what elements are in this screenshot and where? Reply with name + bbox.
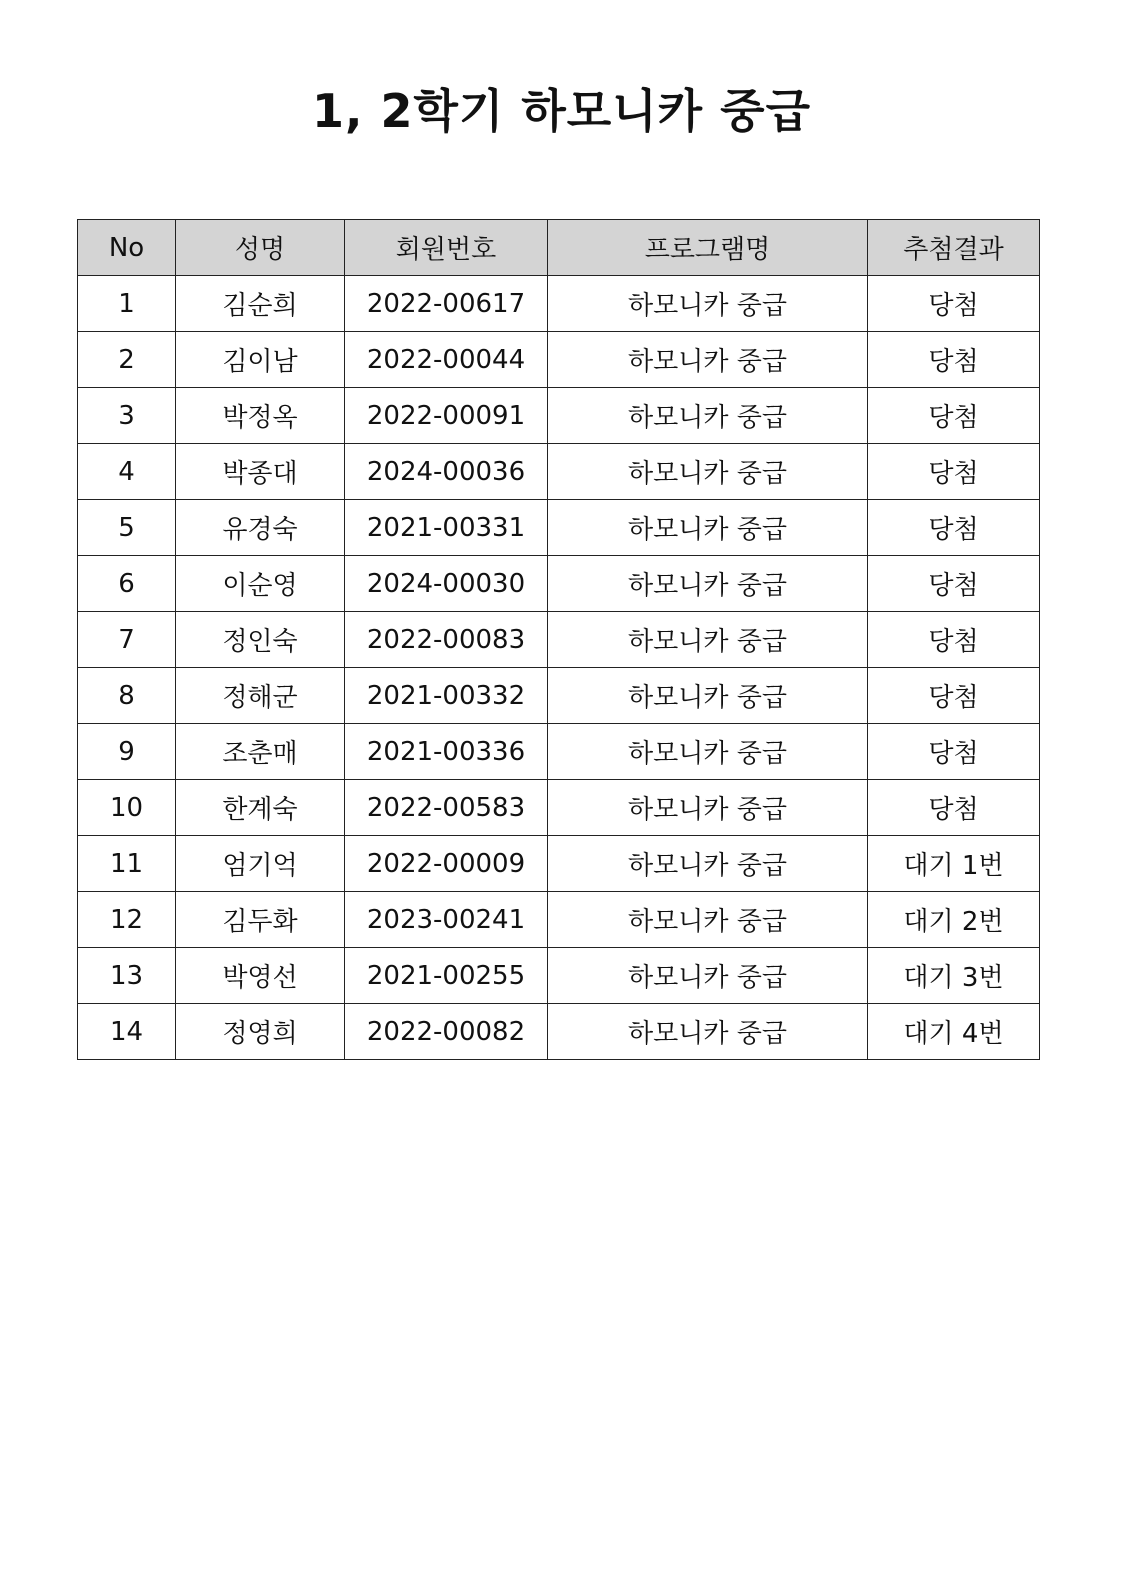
cell-no: 14: [78, 1004, 176, 1060]
table-body: [78, 276, 1040, 1060]
cell-no: 4: [78, 444, 176, 500]
cell-no: 7: [78, 612, 176, 668]
cell-program-name: 하모니카 중급: [548, 556, 868, 612]
cell-program-name: 하모니카 중급: [548, 892, 868, 948]
cell-name: 이순영: [176, 556, 345, 612]
page-title: 1, 2학기 하모니카 중급: [311, 84, 812, 138]
header-name: 성명: [176, 220, 345, 276]
table-row: [78, 444, 1040, 500]
cell-name: 조춘매: [176, 724, 345, 780]
cell-name: 김순희: [176, 276, 345, 332]
cell-lottery-result: 당첨: [868, 500, 1040, 556]
cell-program-name: 하모니카 중급: [548, 780, 868, 836]
lottery-result-table: [77, 219, 1040, 1060]
table-row: [78, 724, 1040, 780]
cell-no: 6: [78, 556, 176, 612]
cell-lottery-result: 당첨: [868, 444, 1040, 500]
cell-lottery-result: 당첨: [868, 332, 1040, 388]
cell-program-name: 하모니카 중급: [548, 444, 868, 500]
table-header: [78, 220, 1040, 276]
table-row: [78, 332, 1040, 388]
table-row: [78, 276, 1040, 332]
cell-no: 1: [78, 276, 176, 332]
cell-member-number: 2022-00083: [345, 612, 548, 668]
cell-member-number: 2021-00255: [345, 948, 548, 1004]
header-member-number: 회원번호: [345, 220, 548, 276]
table-row: [78, 780, 1040, 836]
cell-lottery-result: 대기 2번: [868, 892, 1040, 948]
cell-program-name: 하모니카 중급: [548, 332, 868, 388]
cell-member-number: 2021-00331: [345, 500, 548, 556]
cell-no: 5: [78, 500, 176, 556]
header-lottery-result: 추첨결과: [868, 220, 1040, 276]
cell-no: 11: [78, 836, 176, 892]
cell-program-name: 하모니카 중급: [548, 1004, 868, 1060]
cell-lottery-result: 당첨: [868, 724, 1040, 780]
cell-no: 12: [78, 892, 176, 948]
cell-name: 박영선: [176, 948, 345, 1004]
header-row: [78, 220, 1040, 276]
cell-lottery-result: 당첨: [868, 612, 1040, 668]
cell-program-name: 하모니카 중급: [548, 388, 868, 444]
cell-lottery-result: 당첨: [868, 556, 1040, 612]
cell-member-number: 2022-00044: [345, 332, 548, 388]
table-row: [78, 556, 1040, 612]
cell-name: 정인숙: [176, 612, 345, 668]
cell-member-number: 2022-00009: [345, 836, 548, 892]
cell-member-number: 2024-00030: [345, 556, 548, 612]
cell-no: 9: [78, 724, 176, 780]
cell-no: 13: [78, 948, 176, 1004]
cell-lottery-result: 대기 4번: [868, 1004, 1040, 1060]
header-program-name: 프로그램명: [548, 220, 868, 276]
table-row: [78, 612, 1040, 668]
cell-no: 8: [78, 668, 176, 724]
cell-member-number: 2024-00036: [345, 444, 548, 500]
cell-name: 엄기억: [176, 836, 345, 892]
cell-member-number: 2022-00091: [345, 388, 548, 444]
table-row: [78, 500, 1040, 556]
cell-name: 정해군: [176, 668, 345, 724]
cell-name: 유경숙: [176, 500, 345, 556]
table-row: [78, 836, 1040, 892]
cell-name: 김이남: [176, 332, 345, 388]
cell-lottery-result: 대기 3번: [868, 948, 1040, 1004]
cell-lottery-result: 당첨: [868, 668, 1040, 724]
cell-name: 박정옥: [176, 388, 345, 444]
cell-name: 김두화: [176, 892, 345, 948]
cell-member-number: 2022-00082: [345, 1004, 548, 1060]
cell-name: 정영희: [176, 1004, 345, 1060]
cell-program-name: 하모니카 중급: [548, 724, 868, 780]
table-row: [78, 948, 1040, 1004]
cell-member-number: 2022-00617: [345, 276, 548, 332]
cell-no: 3: [78, 388, 176, 444]
cell-program-name: 하모니카 중급: [548, 668, 868, 724]
cell-program-name: 하모니카 중급: [548, 276, 868, 332]
cell-lottery-result: 당첨: [868, 780, 1040, 836]
cell-name: 박종대: [176, 444, 345, 500]
cell-program-name: 하모니카 중급: [548, 500, 868, 556]
cell-lottery-result: 당첨: [868, 276, 1040, 332]
cell-no: 2: [78, 332, 176, 388]
cell-lottery-result: 당첨: [868, 388, 1040, 444]
cell-program-name: 하모니카 중급: [548, 836, 868, 892]
cell-program-name: 하모니카 중급: [548, 948, 868, 1004]
cell-member-number: 2021-00332: [345, 668, 548, 724]
cell-member-number: 2023-00241: [345, 892, 548, 948]
header-no: No: [78, 220, 176, 276]
table-row: [78, 668, 1040, 724]
cell-member-number: 2021-00336: [345, 724, 548, 780]
table-row: [78, 1004, 1040, 1060]
cell-no: 10: [78, 780, 176, 836]
cell-name: 한계숙: [176, 780, 345, 836]
cell-lottery-result: 대기 1번: [868, 836, 1040, 892]
cell-program-name: 하모니카 중급: [548, 612, 868, 668]
table-row: [78, 388, 1040, 444]
cell-member-number: 2022-00583: [345, 780, 548, 836]
table-row: [78, 892, 1040, 948]
